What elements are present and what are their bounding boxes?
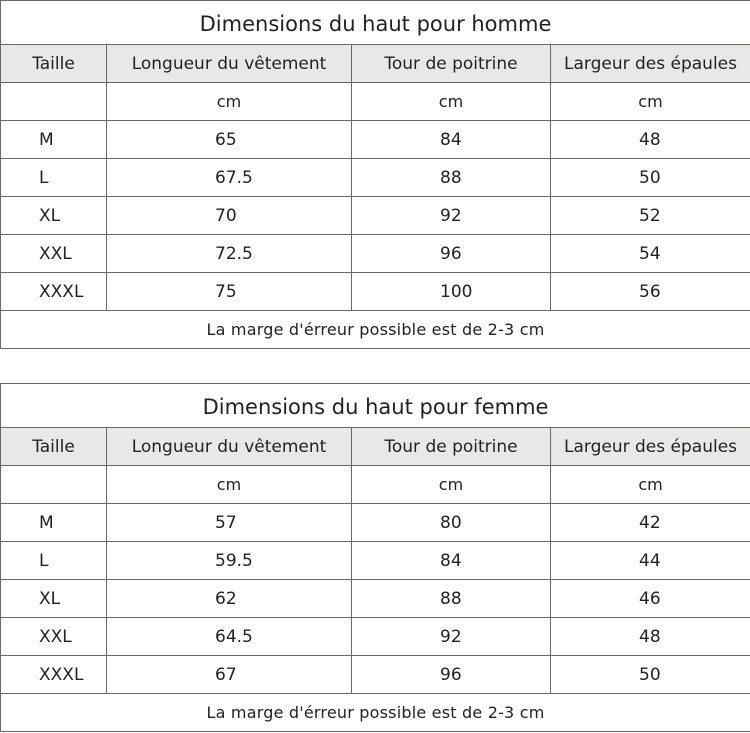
cell-garment-length: 57 bbox=[107, 504, 352, 542]
cell-chest: 84 bbox=[352, 121, 551, 159]
cell-garment-length: 67 bbox=[107, 656, 352, 694]
unit-chest: cm bbox=[352, 466, 551, 504]
table-row bbox=[1, 618, 750, 656]
table-note: La marge d'érreur possible est de 2-3 cm bbox=[1, 311, 750, 349]
table-title-row bbox=[1, 384, 750, 428]
table-row bbox=[1, 580, 750, 618]
cell-shoulder-width: 50 bbox=[551, 159, 750, 197]
table-note-row bbox=[1, 311, 750, 349]
header-size: Taille bbox=[1, 45, 107, 83]
cell-shoulder-width: 44 bbox=[551, 542, 750, 580]
unit-shoulder-width: cm bbox=[551, 466, 750, 504]
table-title: Dimensions du haut pour femme bbox=[1, 384, 750, 428]
cell-chest: 88 bbox=[352, 580, 551, 618]
cell-size: M bbox=[1, 121, 107, 159]
cell-garment-length: 59.5 bbox=[107, 542, 352, 580]
unit-size bbox=[1, 466, 107, 504]
cell-chest: 84 bbox=[352, 542, 551, 580]
cell-shoulder-width: 52 bbox=[551, 197, 750, 235]
cell-size: XXL bbox=[1, 618, 107, 656]
table-row bbox=[1, 542, 750, 580]
cell-shoulder-width: 48 bbox=[551, 121, 750, 159]
cell-garment-length: 64.5 bbox=[107, 618, 352, 656]
cell-size: M bbox=[1, 504, 107, 542]
table-row bbox=[1, 197, 750, 235]
cell-chest: 100 bbox=[352, 273, 551, 311]
cell-size: XL bbox=[1, 197, 107, 235]
unit-shoulder-width: cm bbox=[551, 83, 750, 121]
table-header-row bbox=[1, 428, 750, 466]
unit-size bbox=[1, 83, 107, 121]
table-row bbox=[1, 273, 750, 311]
men-size-table bbox=[0, 0, 750, 349]
cell-garment-length: 75 bbox=[107, 273, 352, 311]
cell-size: XXXL bbox=[1, 656, 107, 694]
table-row bbox=[1, 235, 750, 273]
header-chest: Tour de poitrine bbox=[352, 428, 551, 466]
cell-size: XXXL bbox=[1, 273, 107, 311]
cell-shoulder-width: 46 bbox=[551, 580, 750, 618]
cell-garment-length: 65 bbox=[107, 121, 352, 159]
table-note-row bbox=[1, 694, 750, 732]
cell-size: L bbox=[1, 542, 107, 580]
cell-chest: 92 bbox=[352, 197, 551, 235]
cell-size: XL bbox=[1, 580, 107, 618]
header-shoulder-width: Largeur des épaules bbox=[551, 428, 750, 466]
unit-garment-length: cm bbox=[107, 466, 352, 504]
cell-shoulder-width: 54 bbox=[551, 235, 750, 273]
unit-garment-length: cm bbox=[107, 83, 352, 121]
table-title-row bbox=[1, 1, 750, 45]
cell-chest: 88 bbox=[352, 159, 551, 197]
cell-garment-length: 72.5 bbox=[107, 235, 352, 273]
cell-shoulder-width: 56 bbox=[551, 273, 750, 311]
header-garment-length: Longueur du vêtement bbox=[107, 45, 352, 83]
header-shoulder-width: Largeur des épaules bbox=[551, 45, 750, 83]
cell-chest: 80 bbox=[352, 504, 551, 542]
cell-shoulder-width: 42 bbox=[551, 504, 750, 542]
cell-size: L bbox=[1, 159, 107, 197]
header-size: Taille bbox=[1, 428, 107, 466]
cell-shoulder-width: 50 bbox=[551, 656, 750, 694]
table-row bbox=[1, 504, 750, 542]
header-garment-length: Longueur du vêtement bbox=[107, 428, 352, 466]
table-title: Dimensions du haut pour homme bbox=[1, 1, 750, 45]
unit-row bbox=[1, 83, 750, 121]
women-size-table bbox=[0, 383, 750, 732]
cell-garment-length: 70 bbox=[107, 197, 352, 235]
unit-row bbox=[1, 466, 750, 504]
cell-chest: 96 bbox=[352, 656, 551, 694]
cell-shoulder-width: 48 bbox=[551, 618, 750, 656]
cell-garment-length: 67.5 bbox=[107, 159, 352, 197]
table-row bbox=[1, 656, 750, 694]
table-header-row bbox=[1, 45, 750, 83]
table-row bbox=[1, 121, 750, 159]
unit-chest: cm bbox=[352, 83, 551, 121]
cell-size: XXL bbox=[1, 235, 107, 273]
table-row bbox=[1, 159, 750, 197]
header-chest: Tour de poitrine bbox=[352, 45, 551, 83]
table-note: La marge d'érreur possible est de 2-3 cm bbox=[1, 694, 750, 732]
cell-chest: 92 bbox=[352, 618, 551, 656]
cell-chest: 96 bbox=[352, 235, 551, 273]
cell-garment-length: 62 bbox=[107, 580, 352, 618]
